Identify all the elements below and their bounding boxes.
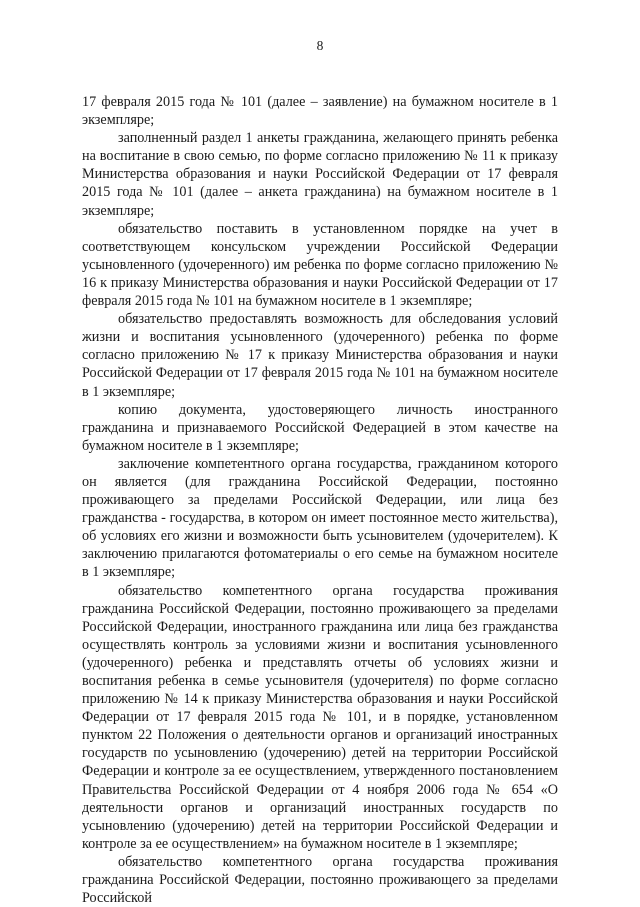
paragraph-application-continuation: 17 февраля 2015 года № 101 (далее – заявление) на бумажном носителе в 1 экземпляре; xyxy=(82,94,558,129)
paragraph-inspection-obligation: обязательство предоставлять возможность для обследования условий жизни и воспитания усыновленного (удочеренного) ребенка по форме согласно приложению № 17 к приказу Министерства образования и науки Российской Федерации от 17 февраля 2015 года № 101 на бумажном носителе в 1 экземпляре; xyxy=(82,311,558,400)
document-body xyxy=(82,93,558,907)
paragraph-consular-registration: обязательство поставить в установленном порядке на учет в соответствующем консульском учреждении Российской Федерации усыновленного (удочеренного) им ребенка по форме согласно приложению № 16 к приказу Министерства образования и науки Российской Федерации от 17 февраля 2015 года № 101 на бумажном носителе в 1 экземпляре; xyxy=(82,220,558,310)
paragraph-questionnaire: заполненный раздел 1 анкеты гражданина, желающего принять ребенка на воспитание в свою семью, по форме согласно приложению № 11 к приказу Министерства образования и науки Российской Федерации от 17 февраля 2015 года № 101 (далее – анкета гражданина) на бумажном носителе в 1 экземпляре; xyxy=(82,130,558,219)
paragraph-control-obligation: обязательство компетентного органа государства проживания гражданина Российской Федерации, постоянно проживающего за пределами Российской Федерации, иностранного гражданина или лица без гражданства осуществлять контроль за условиями жизни и воспитания усыновленного (удочеренного) ребенка и представлять отчеты об условиях жизни и воспитания ребенка в семье усыновителя (удочерителя) по форме согласно приложению № 14 к приказу Министерства образования и науки Российской Федерации от 17 февраля 2015 года № 101, и в порядке, установленном пунктом 22 Положения о деятельности органов и организаций иностранных государств по усыновлению (удочерению) детей на территории Российской Федерации и контроле за ее осуществлением, утвержденного постановлением Правительства Российской Федерации от 4 ноября 2006 года № 654 «О деятельности органов и организаций иностранных государств по усыновлению (удочерению) детей на территории Российской Федерации и контроле за ее осуществлением» на бумажном носителе в 1 экземпляре; xyxy=(82,582,558,852)
paragraph-identity-document: копию документа, удостоверяющего личность иностранного гражданина и признаваемого Российской Федерацией в этом качестве на бумажном носителе в 1 экземпляре; xyxy=(82,401,558,454)
page-number: 8 xyxy=(316,38,324,53)
paragraph-competent-authority-conclusion: заключение компетентного органа государства, гражданином которого он является (для гражданина Российской Федерации, постоянно проживающего за пределами Российской Федерации, или лица без гражданства - государства, в котором он имеет постоянное место жительства), об условиях его жизни и возможности быть усыновителем (удочерителем). К заключению прилагаются фотоматериалы о его семье на бумажном носителе в 1 экземпляре; xyxy=(82,455,558,581)
paragraph-obligation-continued: обязательство компетентного органа государства проживания гражданина Российской Федерации, постоянно проживающего за пределами Российской xyxy=(82,853,558,907)
